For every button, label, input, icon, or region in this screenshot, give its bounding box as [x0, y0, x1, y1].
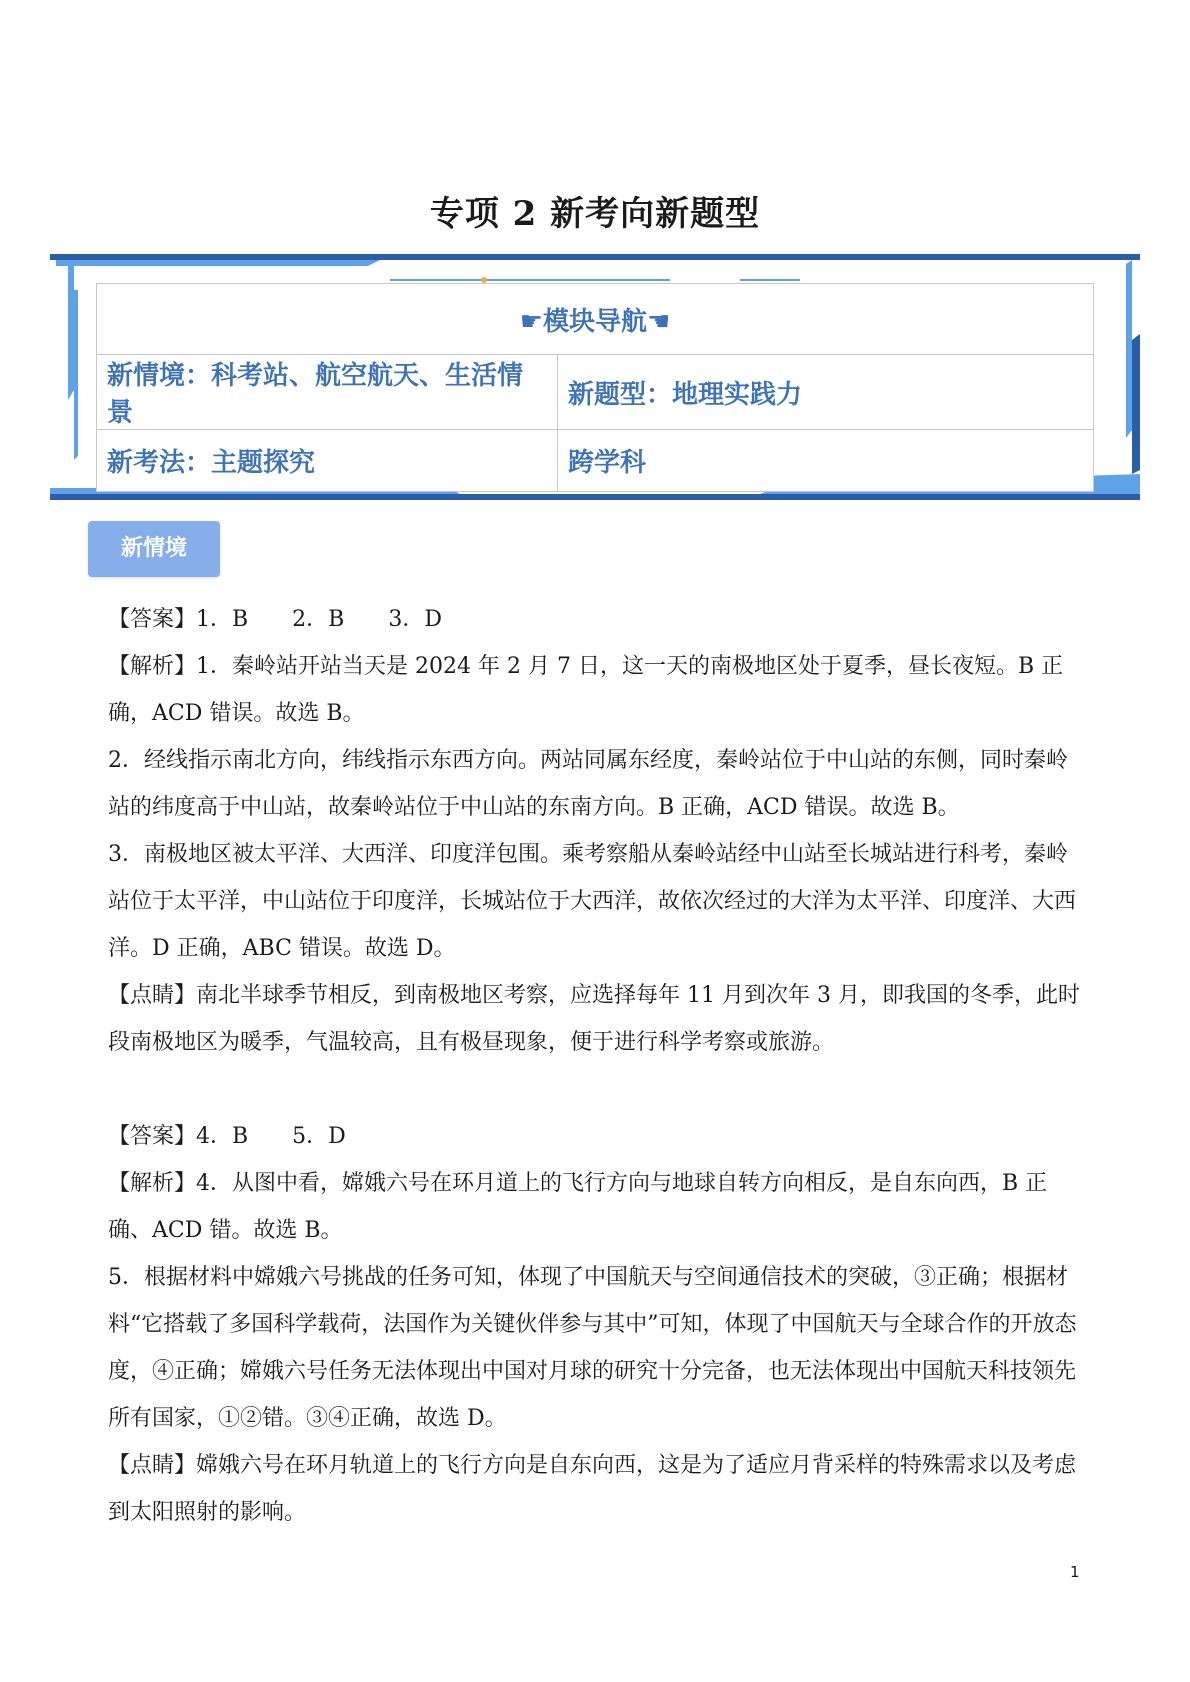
page-number: 1 [1070, 1563, 1080, 1581]
answer-line: 【答案】4．B 5．D [108, 1124, 346, 1149]
analysis-paragraph: 【解析】1．秦岭站开站当天是 2024 年 2 月 7 日，这一天的南极地区处于夏季，昼长夜短。B 正确，ACD 错误。故选 B。 [108, 654, 1064, 726]
nav-cell-new-question-type: 新题型：地理实践力 [558, 355, 1094, 430]
module-nav-header: ☛模块导航☚ [97, 284, 1094, 355]
module-nav-table [96, 283, 1094, 492]
nav-cell-interdisciplinary: 跨学科 [558, 430, 1094, 492]
answer-line: 【答案】1．B 2．B 3．D [108, 607, 442, 632]
analysis-paragraph: 5．根据材料中嫦娥六号挑战的任务可知，体现了中国航天与空间通信技术的突破，③正确；根据材料“它搭载了多国科学载荷，法国作为关键伙伴参与其中”可知，体现了中国航天与全球合作的开放态度，④正确；嫦娥六号任务无法体现出中国对月球的研究十分完备，也无法体现出中国航天科技领先所有国家，①②错。③④正确，故选 D。 [108, 1265, 1077, 1431]
tip-paragraph: 【点睛】嫦娥六号在环月轨道上的飞行方向是自东向西，这是为了适应月背采样的特殊需求以及考虑到太阳照射的影响。 [108, 1453, 1077, 1525]
analysis-paragraph: 2．经线指示南北方向，纬线指示东西方向。两站同属东经度，秦岭站位于中山站的东侧，同时秦岭站的纬度高于中山站，故秦岭站位于中山站的东南方向。B 正确，ACD 错误。故选 B。 [108, 748, 1069, 820]
spacer [108, 1066, 1084, 1113]
page-title: 专项 2 新考向新题型 [429, 194, 761, 234]
answer-content [108, 596, 1084, 1536]
nav-cell-new-context: 新情境：科考站、航空航天、生活情景 [97, 355, 558, 430]
analysis-paragraph: 【解析】4．从图中看，嫦娥六号在环月道上的飞行方向与地球自转方向相反，是自东向西，B 正确、ACD 错。故选 B。 [108, 1171, 1048, 1243]
tip-paragraph: 【点睛】南北半球季节相反，到南极地区考察，应选择每年 11 月到次年 3 月，即我国的冬季，此时段南极地区为暖季，气温较高，且有极昼现象，便于进行科学考察或旅游。 [108, 983, 1080, 1055]
nav-cell-new-exam-method: 新考法：主题探究 [97, 430, 558, 492]
analysis-paragraph: 3．南极地区被太平洋、大西洋、印度洋包围。乘考察船从秦岭站经中山站至长城站进行科考，秦岭站位于太平洋，中山站位于印度洋，长城站位于大西洋，故依次经过的大洋为太平洋、印度洋、大西洋。D 正确，ABC 错误。故选 D。 [108, 842, 1077, 961]
section-tag-new-context: 新情境 [88, 521, 220, 577]
